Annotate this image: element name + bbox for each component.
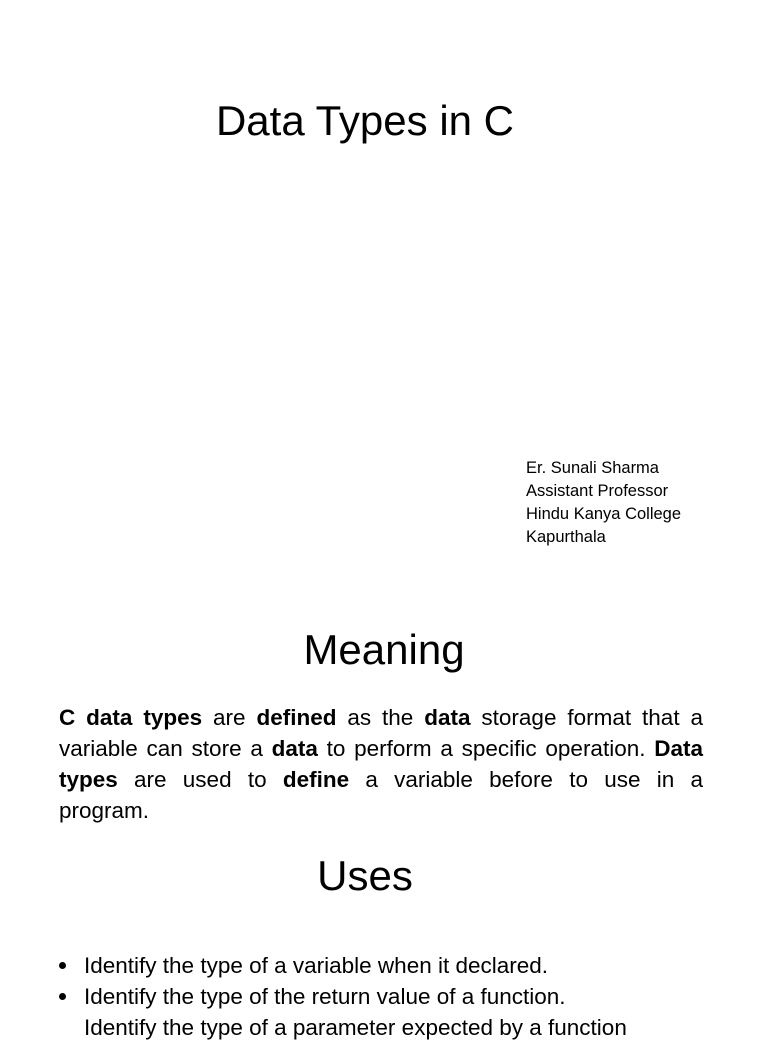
slide-title: Data Types in C — [215, 97, 515, 144]
bold-text-run: data — [271, 736, 318, 761]
author-designation: Assistant Professor — [526, 482, 669, 500]
meaning-paragraph — [59, 702, 703, 826]
text-run: program. — [59, 798, 150, 823]
section-heading-meaning: Meaning — [303, 626, 465, 673]
section-heading-uses: Uses — [317, 852, 413, 899]
bullet-icon — [59, 993, 66, 1000]
text-run: as the — [336, 705, 425, 730]
bullet-icon — [59, 962, 66, 969]
uses-list — [0, 950, 768, 1040]
text-run: variable can store a — [59, 736, 272, 761]
list-item-text: Identify the type of a variable when it declared. — [84, 953, 549, 978]
bold-text-run: defined — [256, 705, 337, 730]
list-item-text: Identify the type of the return value of a function. — [84, 984, 566, 1009]
text-run: to perform a specific operation. — [317, 736, 655, 761]
author-location: Kapurthala — [526, 528, 606, 546]
paragraph-line — [59, 733, 703, 764]
bold-text-run: data — [424, 705, 471, 730]
text-run: storage format that a — [470, 705, 703, 730]
author-info — [526, 457, 746, 549]
paragraph-line — [59, 764, 703, 795]
author-institution: Hindu Kanya College — [526, 505, 682, 523]
list-item — [0, 981, 768, 1012]
author-name: Er. Sunali Sharma — [526, 459, 659, 477]
paragraph-line — [59, 702, 703, 733]
list-item-text: Identify the type of a parameter expected by a function — [84, 1015, 627, 1040]
bold-text-run: define — [282, 767, 350, 792]
paragraph-line — [59, 795, 703, 826]
bold-text-run: C data types — [59, 705, 203, 730]
text-run: a variable before to use in a — [349, 767, 703, 792]
text-run: are used to — [117, 767, 283, 792]
list-item — [0, 1012, 768, 1040]
bold-text-run: types — [59, 767, 118, 792]
bold-text-run: Data — [654, 736, 703, 761]
list-item — [0, 950, 768, 981]
text-run: are — [202, 705, 257, 730]
